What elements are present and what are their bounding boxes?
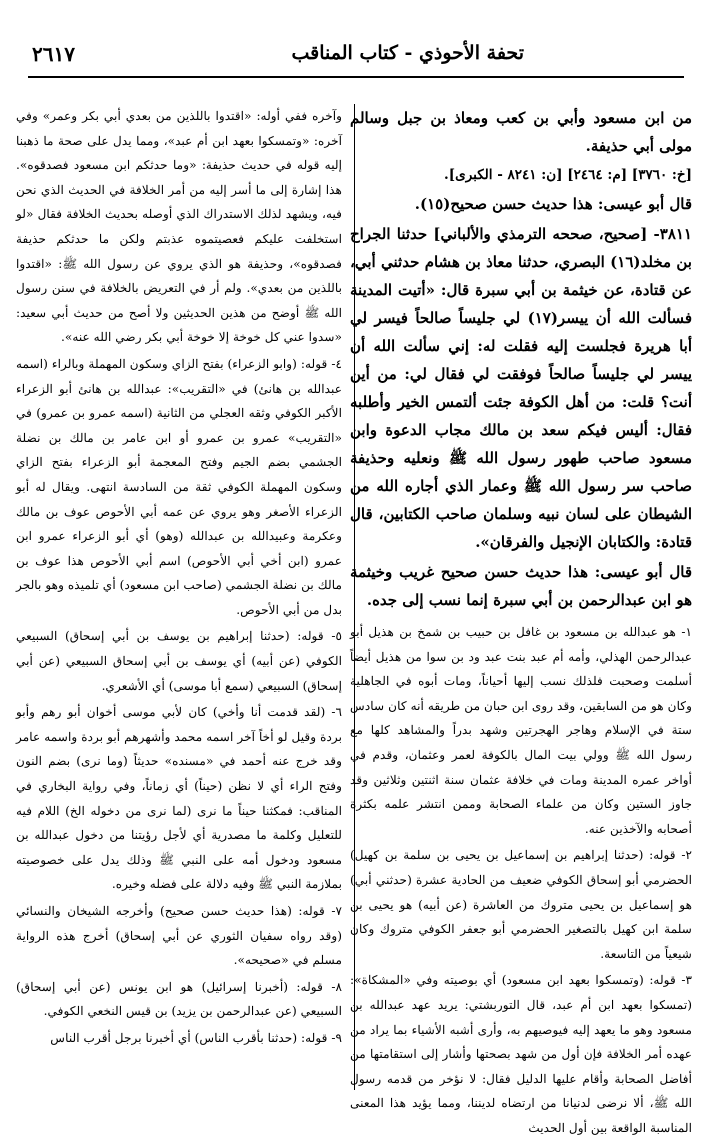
page-header xyxy=(28,36,684,78)
column-divider xyxy=(354,104,355,1090)
commentary-note-5: ٥- قوله: (حدثنا إبراهيم بن يوسف بن أبي إسحاق) السبيعي الكوفي (عن أبيه) أي يوسف بن أبي إسحاق السبيعي (عن أبي إسحاق) السبيعي (سمع أبا موسى) أي الأشعري. xyxy=(16,629,342,693)
commentary-continued: وآخره ففي أوله: «اقتدوا باللذين من بعدي أبي بكر وعمر» وفي آخره: «وتمسكوا بعهد ابن أم عبد»، ومما يدل على صحة ما ذهبنا إليه قوله في حديث حذيفة: «وما حدثكم ابن مسعود فصدقوه». هذا إشارة إلى ما أسر إليه من أمر الخلافة في الحديث الذي نحن فيه، ويشهد لذلك الاستدراك الذي أوصله بحديث الخلافة فقال «لو استخلفت عليكم فعصيتموه عذبتم ولكن ما حدثكم حذيفة فصدقوه»، وحذيفة هو الذي يروي عن رسول الله ﷺ: «اقتدوا باللذين من بعدي». ولم أر في التعريض بالخلافة في سنن رسول الله ﷺ أوضح من هذين الحديثين ولا أصح من حديث أبي سعيد: «سدوا عني كل خوخة إلا خوخة أبي بكر رضي الله عنه». xyxy=(16,109,342,345)
hadith-reference: [خ: ٣٧٦٠] [م: ٢٤٦٤] [ن: ٨٢٤١ - الكبرى]. xyxy=(444,167,692,183)
page-number: ٢٦١٧ xyxy=(32,42,75,66)
hadith-grade: قال أبو عيسى: هذا حديث حسن صحيح غريب وخيثمة هو ابن عبدالرحمن بن أبي سبرة إنما نسب إلى جده. xyxy=(350,563,692,609)
hadith-text-continued: من ابن مسعود وأبي بن كعب ومعاذ بن جبل وسالم مولى أبي حذيفة. xyxy=(350,109,692,155)
commentary-note-8: ٨- قوله: (أخبرنا إسرائيل) هو ابن يونس (عن أبي إسحاق) السبيعي (عن عبدالرحمن بن يزيد) بن قيس النخعي الكوفي. xyxy=(16,979,342,1019)
right-column xyxy=(350,104,692,1135)
commentary-note-7: ٧- قوله: (هذا حديث حسن صحيح) وأخرجه الشيخان والنسائي (وقد رواه سفيان الثوري عن أبي إسحاق) أخرج هذه الرواية مسلم في «صحيحه». xyxy=(16,904,342,968)
hadith-3811: ٣٨١١- [صحيح، صححه الترمذي والألباني] حدثنا الجراح بن مخلد(١٦) البصري، حدثنا معاذ بن هشام حدثني أبي، عن قتادة، عن خيثمة بن أبي سبرة قال: «أتيت المدينة فسألت الله أن ييسر(١٧) لي جليساً صالحاً فيسر لي أبا هريرة فجلست إليه فقلت له: إني سألت الله أن ييسر لي جليساً صالحاً فوفقت لي فقال لي: من أين أنت؟ قلت: من أهل الكوفة جئت ألتمس الخير وأطلبه فقال: أليس فيكم سعد بن مالك مجاب الدعوة وابن مسعود صاحب طهور رسول الله ﷺ ونعليه وحذيفة صاحب سر رسول الله ﷺ وعمار الذي أجاره الله من الشيطان على لسان نبيه وسلمان صاحب الكتابين، قال قتادة: والكتابان الإنجيل والفرقان». xyxy=(350,225,692,551)
running-title: تحفة الأحوذي - كتاب المناقب xyxy=(291,42,524,64)
commentary-note-3: ٣- قوله: (وتمسكوا بعهد ابن مسعود) أي بوصيته وفي «المشكاة»: (تمسكوا بعهد ابن أم عبد، قال التوربشتي: يريد عهد عبدالله بن مسعود وهو ما يعهد إليه فيوصيهم به، وأرى أشبه الأشياء بما يراد من عهده أمر الخلافة فإن أول من شهد بصحتها وأشار إلى استقامتها من أفاضل الصحابة وأقام عليها الدليل فقال: لا نؤخر من قدمه رسول الله ﷺ، ألا نرضى لدنيانا من ارتضاه لديننا، ومما يؤيد هذا المعنى المناسبة الواقعة بين أول الحديث xyxy=(350,973,692,1135)
commentary-note-1: ١- هو عبدالله بن مسعود بن غافل بن حبيب بن شمخ بن هذيل أبو عبدالرحمن الهذلي، وأمه أم عبد بنت عبد ود بن سوا من هذيل أيضاً أسلمت وصحبت فلذلك نسب إليها أحياناً، ومات أبوه في الجاهلية وكان هو من السابقين، وقد روى ابن حبان من طريقه أنه كان سادس ستة في الإسلام وهاجر الهجرتين وشهد بدراً والمشاهد كلها مع رسول الله ﷺ وولي بيت المال بالكوفة لعمر وعثمان، وقدم في أواخر عمره المدينة ومات في خلافة عثمان سنة اثنتين وثلاثين وقد جاوز الستين وكان من علماء الصحابة وممن انتشر علمه بكثرة أصحابه والآخذين عنه. xyxy=(350,625,692,836)
commentary-note-2: ٢- قوله: (حدثنا إبراهيم بن إسماعيل بن يحيى بن سلمة بن كهيل) الحضرمي أبو إسحاق الكوفي ضعيف من الحادية عشرة (حدثني أبي) هو إسماعيل بن يحيى متروك من العاشرة (عن أبيه) هو يحيى بن سلمة ابن كهيل بالتصغير الحضرمي أبو جعفر الكوفي متروك وكان شيعياً من التاسعة. xyxy=(350,848,692,961)
hadith-grade: قال أبو عيسى: هذا حديث حسن صحيح(١٥). xyxy=(414,195,692,213)
left-column xyxy=(16,104,342,1094)
commentary-note-4: ٤- قوله: (وابو الزعراء) بفتح الزاي وسكون المهملة وبالراء (اسمه عبدالله بن هانئ) في «التقريب»: عبدالله بن هانئ أبو الزعراء الأكبر الكوفي وثقه العجلي من الثانية (اسمه عمرو بن عمرو) في «التقريب» عمرو بن عمرو أو ابن عامر بن مالك بن نضلة الجشمي بضم الجيم وفتح المعجمة أبو الزعراء بفتح الزاي وسكون المهملة الكوفي ثقة من السادسة انتهى. ويقال له أبو الزعراء الأصغر وهو يروي عن عمه أبي الأحوص عوف بن مالك وعكرمة وعبيدالله بن عبدالله (وهو) أي أبو الزعراء عمرو ابن عمرو (ابن أخي أبي الأحوص) اسم أبي الأحوص هذا عوف بن مالك بن نضلة الجشمي (صاحب ابن مسعود) أي تلميذه وهو بالجر بدل من أبي الأحوص. xyxy=(16,356,342,617)
commentary-note-6: ٦- (لقد قدمت أنا وأخي) كان لأبي موسى أخوان أبو رهم وأبو بردة وقيل لو أخاً آخر اسمه محمد وأشهرهم أبو بردة واسمه عامر وقد خرج عنه أحمد في «مسنده» حديثاً (وما نرى) بضم النون وفتح الراء أي لا نظن (حيناً) أي زماناً، وفي رواية البخاري في المناقب: فمكثنا حيناً ما نرى (لما نرى من دخوله الخ) اللام فيه للتعليل وكلمة ما مصدرية أي لأجل رؤيتنا من دخول عبدالله بن مسعود ودخول أمه على النبي ﷺ وذلك يدل على خصوصيته بملازمة النبي ﷺ وفيه دلالة على فضله وخيره. xyxy=(16,705,342,892)
commentary-note-9: ٩- قوله: (حدثنا بأقرب الناس) أي أخبرنا برجل أقرب الناس xyxy=(50,1030,342,1045)
